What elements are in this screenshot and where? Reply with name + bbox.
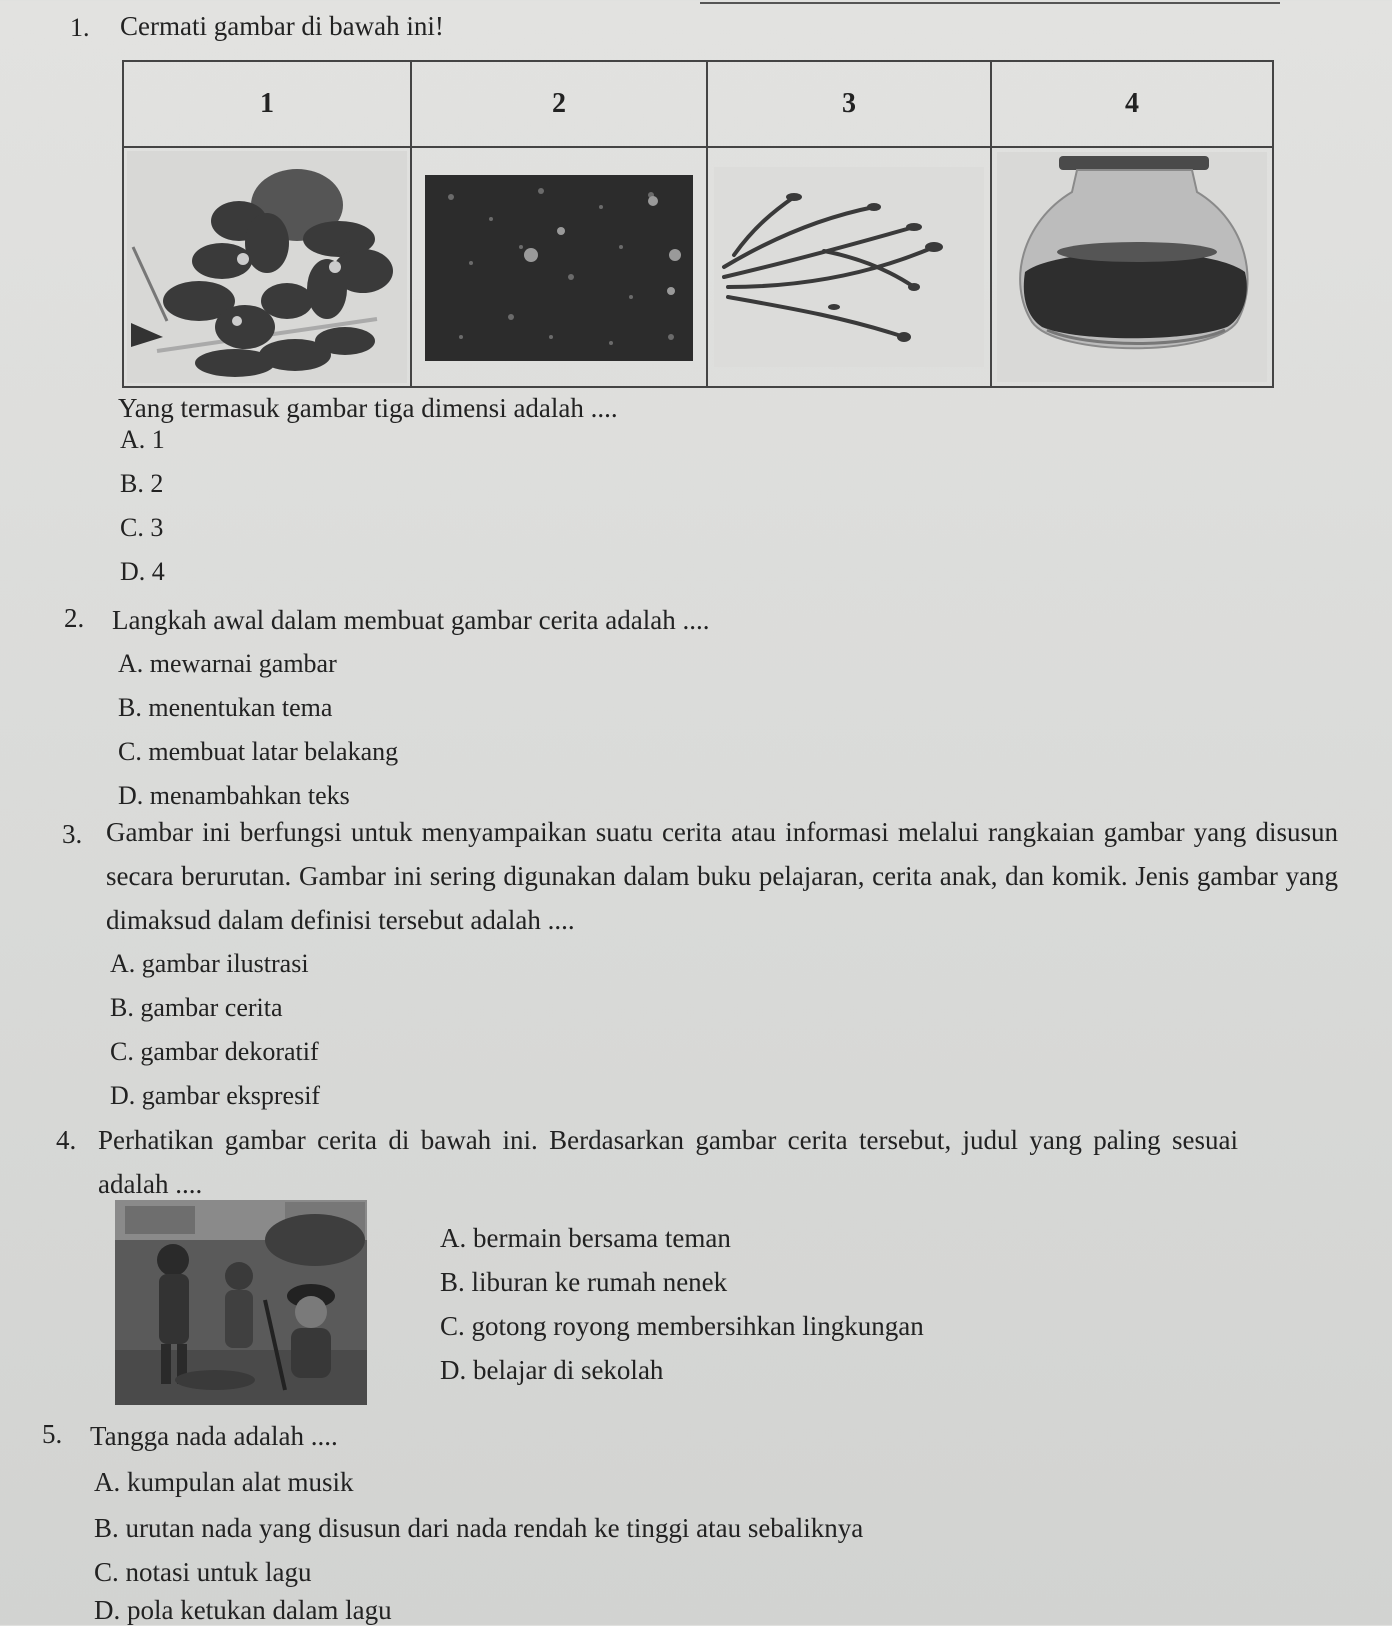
q4-option-d[interactable]: D. belajar di sekolah — [440, 1355, 664, 1385]
q1-option-c[interactable]: C. 3 — [120, 513, 164, 542]
q3-question: Gambar ini berfungsi untuk menyampaikan suatu cerita atau informasi melalui rangkaian gambar yang disusun secara berurutan. Gambar ini sering digunakan dalam buku pelajaran, cerita anak, dan komik. Jenis gambar yang dimaksud dalam definisi tersebut adalah .... — [106, 817, 1338, 935]
q1-prompt: Cermati gambar di bawah ini! — [120, 11, 444, 41]
q2-number: 2. — [64, 603, 85, 633]
q2-option-c[interactable]: C. membuat latar belakang — [118, 737, 399, 766]
q2-option-a[interactable]: A. mewarnai gambar — [118, 649, 337, 678]
q3-option-a[interactable]: A. gambar ilustrasi — [110, 949, 309, 978]
q3-option-c[interactable]: C. gambar dekoratif — [110, 1037, 319, 1066]
starry-pattern-icon — [421, 167, 697, 367]
glass-terrarium-icon — [997, 152, 1267, 382]
q1-image-table — [122, 60, 1274, 388]
branch-drawing-icon — [714, 167, 984, 367]
q1-question: Yang termasuk gambar tiga dimensi adalah .... — [118, 393, 618, 423]
q1-option-d[interactable]: D. 4 — [120, 557, 165, 586]
table-header-4: 4 — [992, 62, 1272, 148]
flower-painting-icon — [127, 151, 407, 383]
q3-number: 3. — [62, 819, 83, 849]
q5-option-d[interactable]: D. pola ketukan dalam lagu — [94, 1595, 392, 1625]
q5-option-c[interactable]: C. notasi untuk lagu — [94, 1557, 312, 1587]
q4-number: 4. — [56, 1125, 77, 1155]
q5-option-a[interactable]: A. kumpulan alat musik — [94, 1467, 354, 1497]
q5-question: Tangga nada adalah .... — [90, 1421, 338, 1451]
table-cell-image-2 — [412, 148, 708, 386]
table-cell-image-3 — [708, 148, 992, 386]
q1-option-b[interactable]: B. 2 — [120, 469, 164, 498]
q4-story-image — [115, 1200, 367, 1405]
q1-option-a[interactable]: A. 1 — [120, 425, 165, 454]
q1-number: 1. — [70, 13, 90, 42]
table-header-1: 1 — [124, 62, 412, 148]
table-cell-image-1 — [124, 148, 412, 386]
q2-question: Langkah awal dalam membuat gambar cerita adalah .... — [112, 605, 710, 635]
q4-option-a[interactable]: A. bermain bersama teman — [440, 1223, 731, 1253]
q4-option-b[interactable]: B. liburan ke rumah nenek — [440, 1267, 728, 1297]
q2-option-b[interactable]: B. menentukan tema — [118, 693, 333, 722]
q4-option-c[interactable]: C. gotong royong membersihkan lingkungan — [440, 1311, 924, 1341]
table-cell-image-4 — [992, 148, 1272, 386]
table-header-3: 3 — [708, 62, 992, 148]
q5-option-b[interactable]: B. urutan nada yang disusun dari nada rendah ke tinggi atau sebaliknya — [94, 1513, 864, 1543]
q3-option-d[interactable]: D. gambar ekspresif — [110, 1081, 321, 1110]
q3-option-b[interactable]: B. gambar cerita — [110, 993, 283, 1022]
q5-number: 5. — [42, 1419, 63, 1449]
q2-option-d[interactable]: D. menambahkan teks — [118, 781, 350, 810]
q4-question: Perhatikan gambar cerita di bawah ini. Berdasarkan gambar cerita tersebut, judul yang paling sesuai adalah .... — [98, 1125, 1238, 1199]
table-header-2: 2 — [412, 62, 708, 148]
top-border-line — [700, 2, 1280, 4]
children-cleaning-scene-icon — [115, 1200, 367, 1405]
